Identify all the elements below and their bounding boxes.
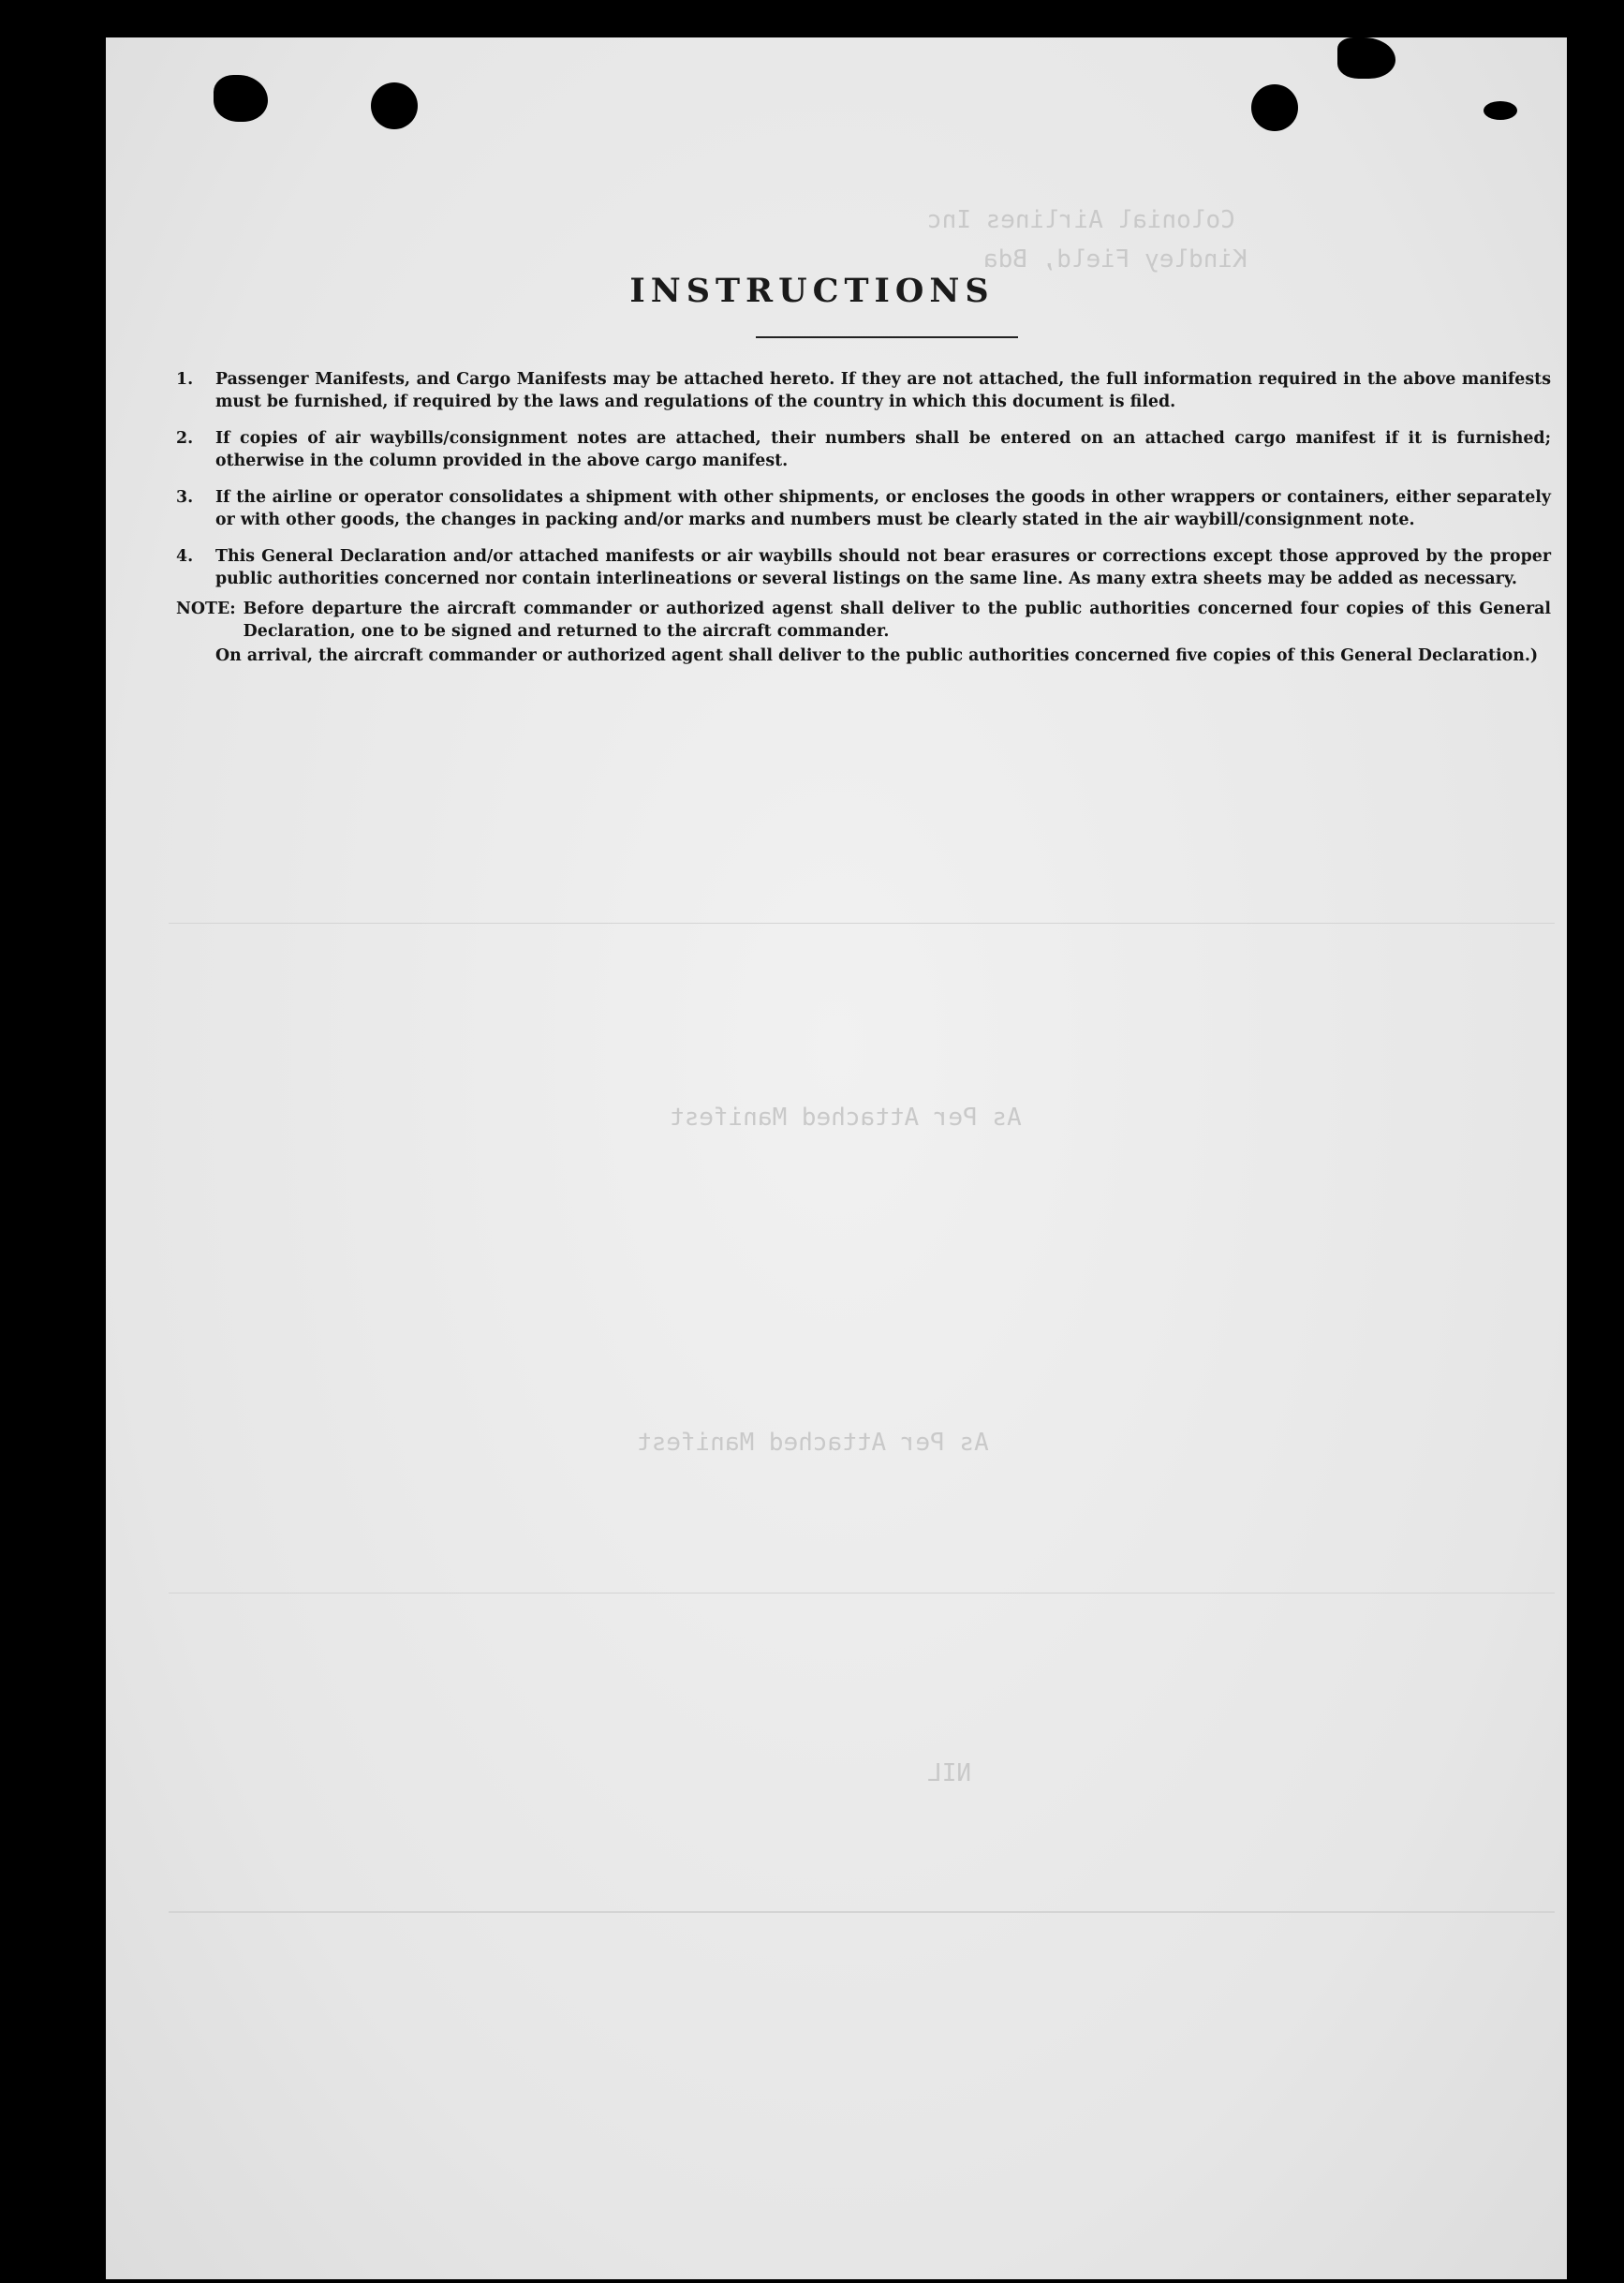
title-underline — [756, 336, 1018, 338]
instruction-number: 3. — [176, 488, 194, 507]
note-block — [176, 598, 1551, 643]
note-label: NOTE: — [176, 600, 236, 618]
instruction-text: Passenger Manifests, and Cargo Manifests may be attached hereto. If they are not attached, the full information required in the above manifests must be furnished, if required by the laws and regulations of the country in which this document is filed. — [215, 370, 1551, 411]
instruction-number: 1. — [176, 370, 194, 389]
note-text: Before departure the aircraft commander or authorized agenst shall deliver to the public authorities concerned four copies of this General Declaration, one to be signed and returned to the aircraft commander. — [243, 600, 1551, 641]
bleed-text-nil: NIL — [927, 1759, 971, 1787]
torn-edge-right-2 — [1484, 101, 1517, 120]
bleed-rule — [169, 923, 1555, 924]
bleed-text-field: Kindley Field, Bda — [983, 245, 1248, 274]
bleed-text-airline: Colonial Airlines Inc — [927, 206, 1235, 234]
instruction-number: 2. — [176, 429, 194, 448]
instruction-item — [176, 368, 1551, 413]
instruction-text: If the airline or operator consolidates a shipment with other shipments, or encloses the goods in other wrappers or containers, either separately or with other goods, the changes in packing and/or marks and numbers must be clearly stated in the air waybill/consignment note. — [215, 488, 1551, 529]
punch-hole-right — [1251, 84, 1298, 131]
instruction-text: If copies of air waybills/consignment notes are attached, their numbers shall be entered on an attached cargo manifest if it is furnished; otherwise in the column provided in the above cargo manifest. — [215, 429, 1551, 470]
instruction-number: 4. — [176, 547, 194, 566]
bleed-text-manifest-2: As Per Attached Manifest — [637, 1429, 989, 1457]
instructions-title: INSTRUCTIONS — [629, 272, 995, 310]
instructions-list — [176, 368, 1551, 667]
punch-hole-left — [371, 82, 418, 129]
torn-edge-right — [1337, 37, 1395, 79]
bleed-rule — [169, 1593, 1555, 1594]
bleed-text-manifest-1: As Per Attached Manifest — [670, 1104, 1022, 1132]
note-continuation: On arrival, the aircraft commander or authorized agent shall deliver to the public authorities concerned five copies of this General Declaration.) — [215, 646, 1539, 665]
instruction-text: This General Declaration and/or attached manifests or air waybills should not bear erasures or corrections except those approved by the proper public authorities concerned nor contain interlineations or several listings on the same line. As many extra sheets may be added as necessary. — [215, 547, 1551, 588]
instruction-item — [176, 545, 1551, 590]
bleed-rule — [169, 1911, 1555, 1913]
instruction-item — [176, 486, 1551, 531]
torn-edge-left — [214, 75, 268, 122]
instruction-item — [176, 427, 1551, 472]
